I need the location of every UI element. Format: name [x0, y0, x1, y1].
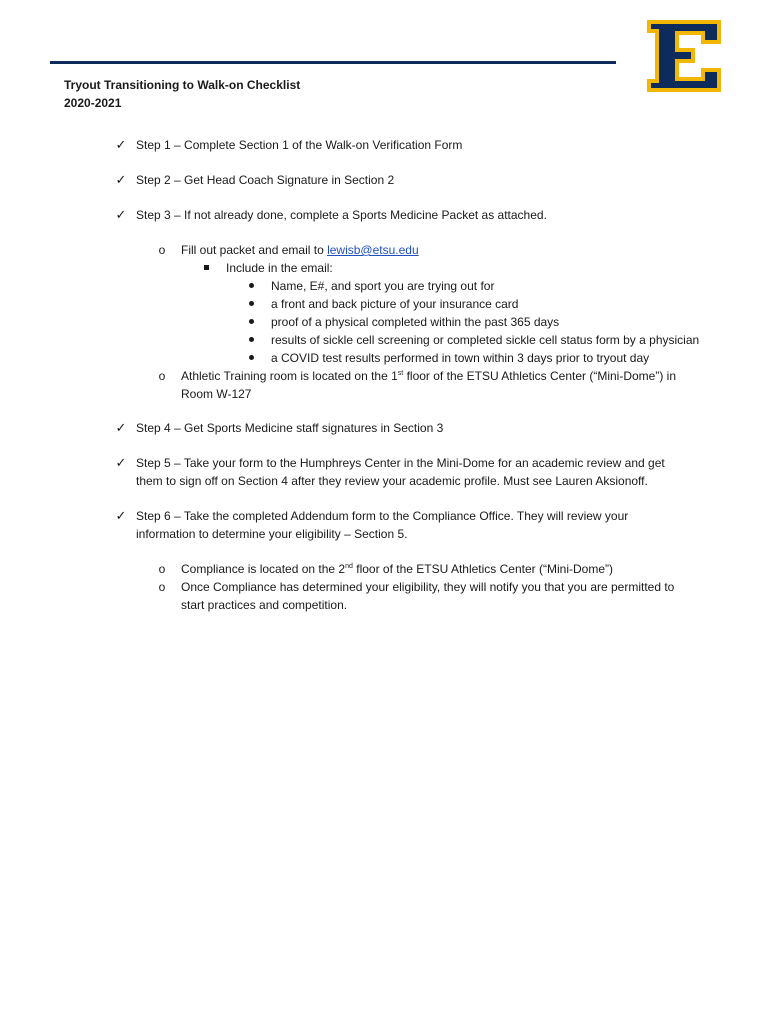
circle-bullet-icon: o [158, 243, 166, 257]
ordinal-suffix: nd [345, 563, 353, 570]
etsu-e-logo-icon [645, 18, 723, 94]
compliance-notification: Once Compliance has determined your eligibility, they will notify you that you are permitted to [181, 580, 675, 594]
email-instruction: Fill out packet and email to [181, 243, 328, 257]
list-item: Name, E#, and sport you are trying out for [271, 279, 495, 293]
location-text: Athletic Training room is located on the 1 [181, 369, 398, 383]
title-year: 2020-2021 [64, 96, 122, 110]
list-item: proof of a physical completed within the past 365 days [271, 315, 560, 329]
step-4: Step 4 – Get Sports Medicine staff signatures in Section 3 [136, 421, 444, 435]
document-title [64, 76, 300, 112]
location-text: Compliance is located on the 2 [181, 562, 346, 576]
dot-bullet-icon [249, 301, 254, 306]
step-6: Step 6 – Take the completed Addendum form to the Compliance Office. They will review your [136, 509, 629, 523]
dot-bullet-icon [249, 355, 254, 360]
compliance-notification-continued: start practices and competition. [181, 598, 348, 612]
dot-bullet-icon [249, 337, 254, 342]
training-room-location [181, 367, 676, 385]
step-1: Step 1 – Complete Section 1 of the Walk-on Verification Form [136, 138, 463, 152]
list-item: a COVID test results performed in town within 3 days prior to tryout day [271, 351, 650, 365]
email-link[interactable]: lewisb@etsu.edu [327, 243, 419, 257]
checkmark-icon: ✓ [115, 207, 127, 222]
circle-bullet-icon: o [158, 580, 166, 594]
header-rule [50, 61, 616, 64]
step-2: Step 2 – Get Head Coach Signature in Section 2 [136, 173, 395, 187]
checkmark-icon: ✓ [115, 420, 127, 435]
location-text: floor of the ETSU Athletics Center (“Mini-Dome”) [352, 562, 613, 576]
include-label: Include in the email: [226, 261, 333, 275]
circle-bullet-icon: o [158, 369, 166, 383]
step-3-sub-email [181, 241, 419, 259]
step-5-continued: them to sign off on Section 4 after they review your academic profile. Must see Lauren Aksionoff. [136, 474, 648, 488]
step-3: Step 3 – If not already done, complete a Sports Medicine Packet as attached. [136, 208, 547, 222]
dot-bullet-icon [249, 319, 254, 324]
checkmark-icon: ✓ [115, 508, 127, 523]
title-line: Tryout Transitioning to Walk-on Checklist [64, 78, 301, 92]
list-item: results of sickle cell screening or completed sickle cell status form by a physician [271, 333, 700, 347]
step-5: Step 5 – Take your form to the Humphreys Center in the Mini-Dome for an academic review and get [136, 456, 665, 470]
training-room-number: Room W-127 [181, 387, 252, 401]
checkmark-icon: ✓ [115, 172, 127, 187]
list-item: a front and back picture of your insurance card [271, 297, 519, 311]
checkmark-icon: ✓ [115, 137, 127, 152]
step-6-continued: information to determine your eligibility – Section 5. [136, 527, 408, 541]
dot-bullet-icon [249, 283, 254, 288]
square-bullet-icon [204, 265, 209, 270]
circle-bullet-icon: o [158, 562, 166, 576]
location-text: floor of the ETSU Athletics Center (“Mini-Dome”) in [403, 369, 676, 383]
ordinal-suffix: st [397, 370, 404, 377]
compliance-location [181, 560, 613, 578]
checkmark-icon: ✓ [115, 455, 127, 470]
